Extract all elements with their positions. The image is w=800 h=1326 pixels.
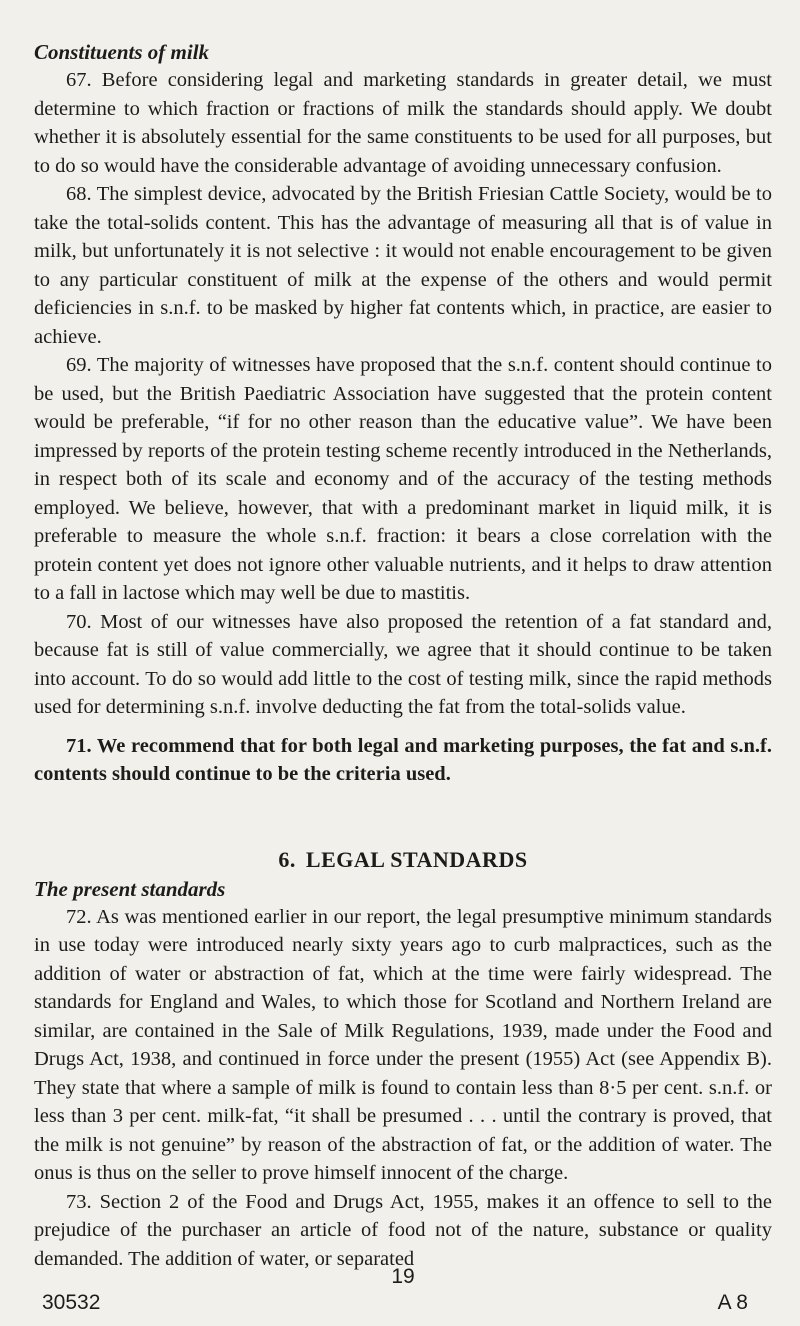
paragraph-text: As was mentioned earlier in our report, the legal presumptive minimum standards in use today were introduced nearly sixty years ago to curb malpractices, such as the addition of water or abstraction of fat, which at the time were fairly widespread. The standards for England and Wales, to which those for Scotland and Northern Ireland are similar, are contained in the Sale of Milk Regulations, 1939, made under the Food and Drugs Act, 1938, and continued in force under the present (1955) Act (see Appendix B). They state that where a sample of milk is found to contain less than 8·5 per cent. s.n.f. or less than 3 per cent. milk-fat, “it shall be presumed . . . until the contrary is proved, that the milk is not genuine” by reason of the abstraction of fat, or the addition of water. The onus is thus on the seller to prove himself innocent of the charge. <box>34 905 773 1184</box>
section-number: 6. <box>278 846 296 872</box>
paragraph-number: 71. <box>66 734 92 757</box>
paragraph-number: 69. <box>66 354 92 376</box>
paragraph-67 <box>34 66 772 180</box>
recommendation-71 <box>34 732 772 789</box>
paragraph-72 <box>34 903 772 1188</box>
paragraph-number: 70. <box>66 610 92 633</box>
section-title <box>34 845 772 875</box>
page-number: 19 <box>391 1265 415 1288</box>
recommendation-text: We recommend that for both legal and marketing purposes, the fat and s.n.f. contents should continue to be the criteria used. <box>34 734 772 785</box>
paragraph-text: The majority of witnesses have proposed that the s.n.f. content should continue to be used, but the British Paediatric Association have suggested that the protein content would be preferable, “if for no other reason than the educative value”. We have been impressed by reports of the protein testing scheme recently introduced in the Netherlands, in respect both of its scale and economy and of the accuracy of the testing methods employed. We believe, however, that with a predominant market in liquid milk, it is preferable to measure the whole s.n.f. fraction: it bears a close correlation with the protein content yet does not ignore other valuable nutrients, and it helps to draw attention to a fall in lactose which may well be due to mastitis. <box>34 354 772 604</box>
paragraph-text: The simplest device, advocated by the British Friesian Cattle Society, would be to take the total-solids content. This has the advantage of measuring all that is of value in milk, but unfortunately it is not selective : it would not enable encouragement to be given to any particular constituent of milk at the expense of the others and would permit deficiencies in s.n.f. to be masked by higher fat contents which, in practice, are easier to achieve. <box>34 183 772 348</box>
page-footer <box>34 1265 772 1325</box>
paragraph-73 <box>34 1188 772 1274</box>
print-code: 30532 <box>42 1291 101 1314</box>
paragraph-number: 73. <box>66 1190 92 1213</box>
section-title-text: LEGAL STANDARDS <box>305 846 528 872</box>
paragraph-70 <box>34 608 772 722</box>
document-page <box>34 38 772 1273</box>
paragraph-68 <box>34 180 772 351</box>
section-heading-present-standards: The present standards <box>34 876 226 901</box>
paragraph-text: Before considering legal and marketing standards in greater detail, we must determine to which fraction or fractions of milk the standards should apply. We doubt whether it is absolutely essential for the same constituents to be used for all purposes, but to do so would have the considerable advantage of avoiding unnecessary confusion. <box>34 69 772 177</box>
paragraph-text: Most of our witnesses have also proposed the retention of a fat standard and, because fat is still of value commercially, we agree that it should continue to be taken into account. To do so would add little to the cost of testing milk, since the rapid methods used for determining s.n.f. involve deducting the fat from the total-solids value. <box>34 610 772 718</box>
paragraph-69 <box>34 351 772 608</box>
paragraph-number: 67. <box>66 69 92 91</box>
paragraph-number: 68. <box>66 183 92 205</box>
paragraph-text: Section 2 of the Food and Drugs Act, 1955, makes it an offence to sell to the prejudice of the purchaser an article of food not of the nature, substance or quality demanded. The addition of water, or separated <box>34 1190 772 1270</box>
signature-mark: A 8 <box>717 1291 748 1314</box>
paragraph-number: 72. <box>66 905 92 928</box>
section-heading-constituents: Constituents of milk <box>34 40 210 64</box>
